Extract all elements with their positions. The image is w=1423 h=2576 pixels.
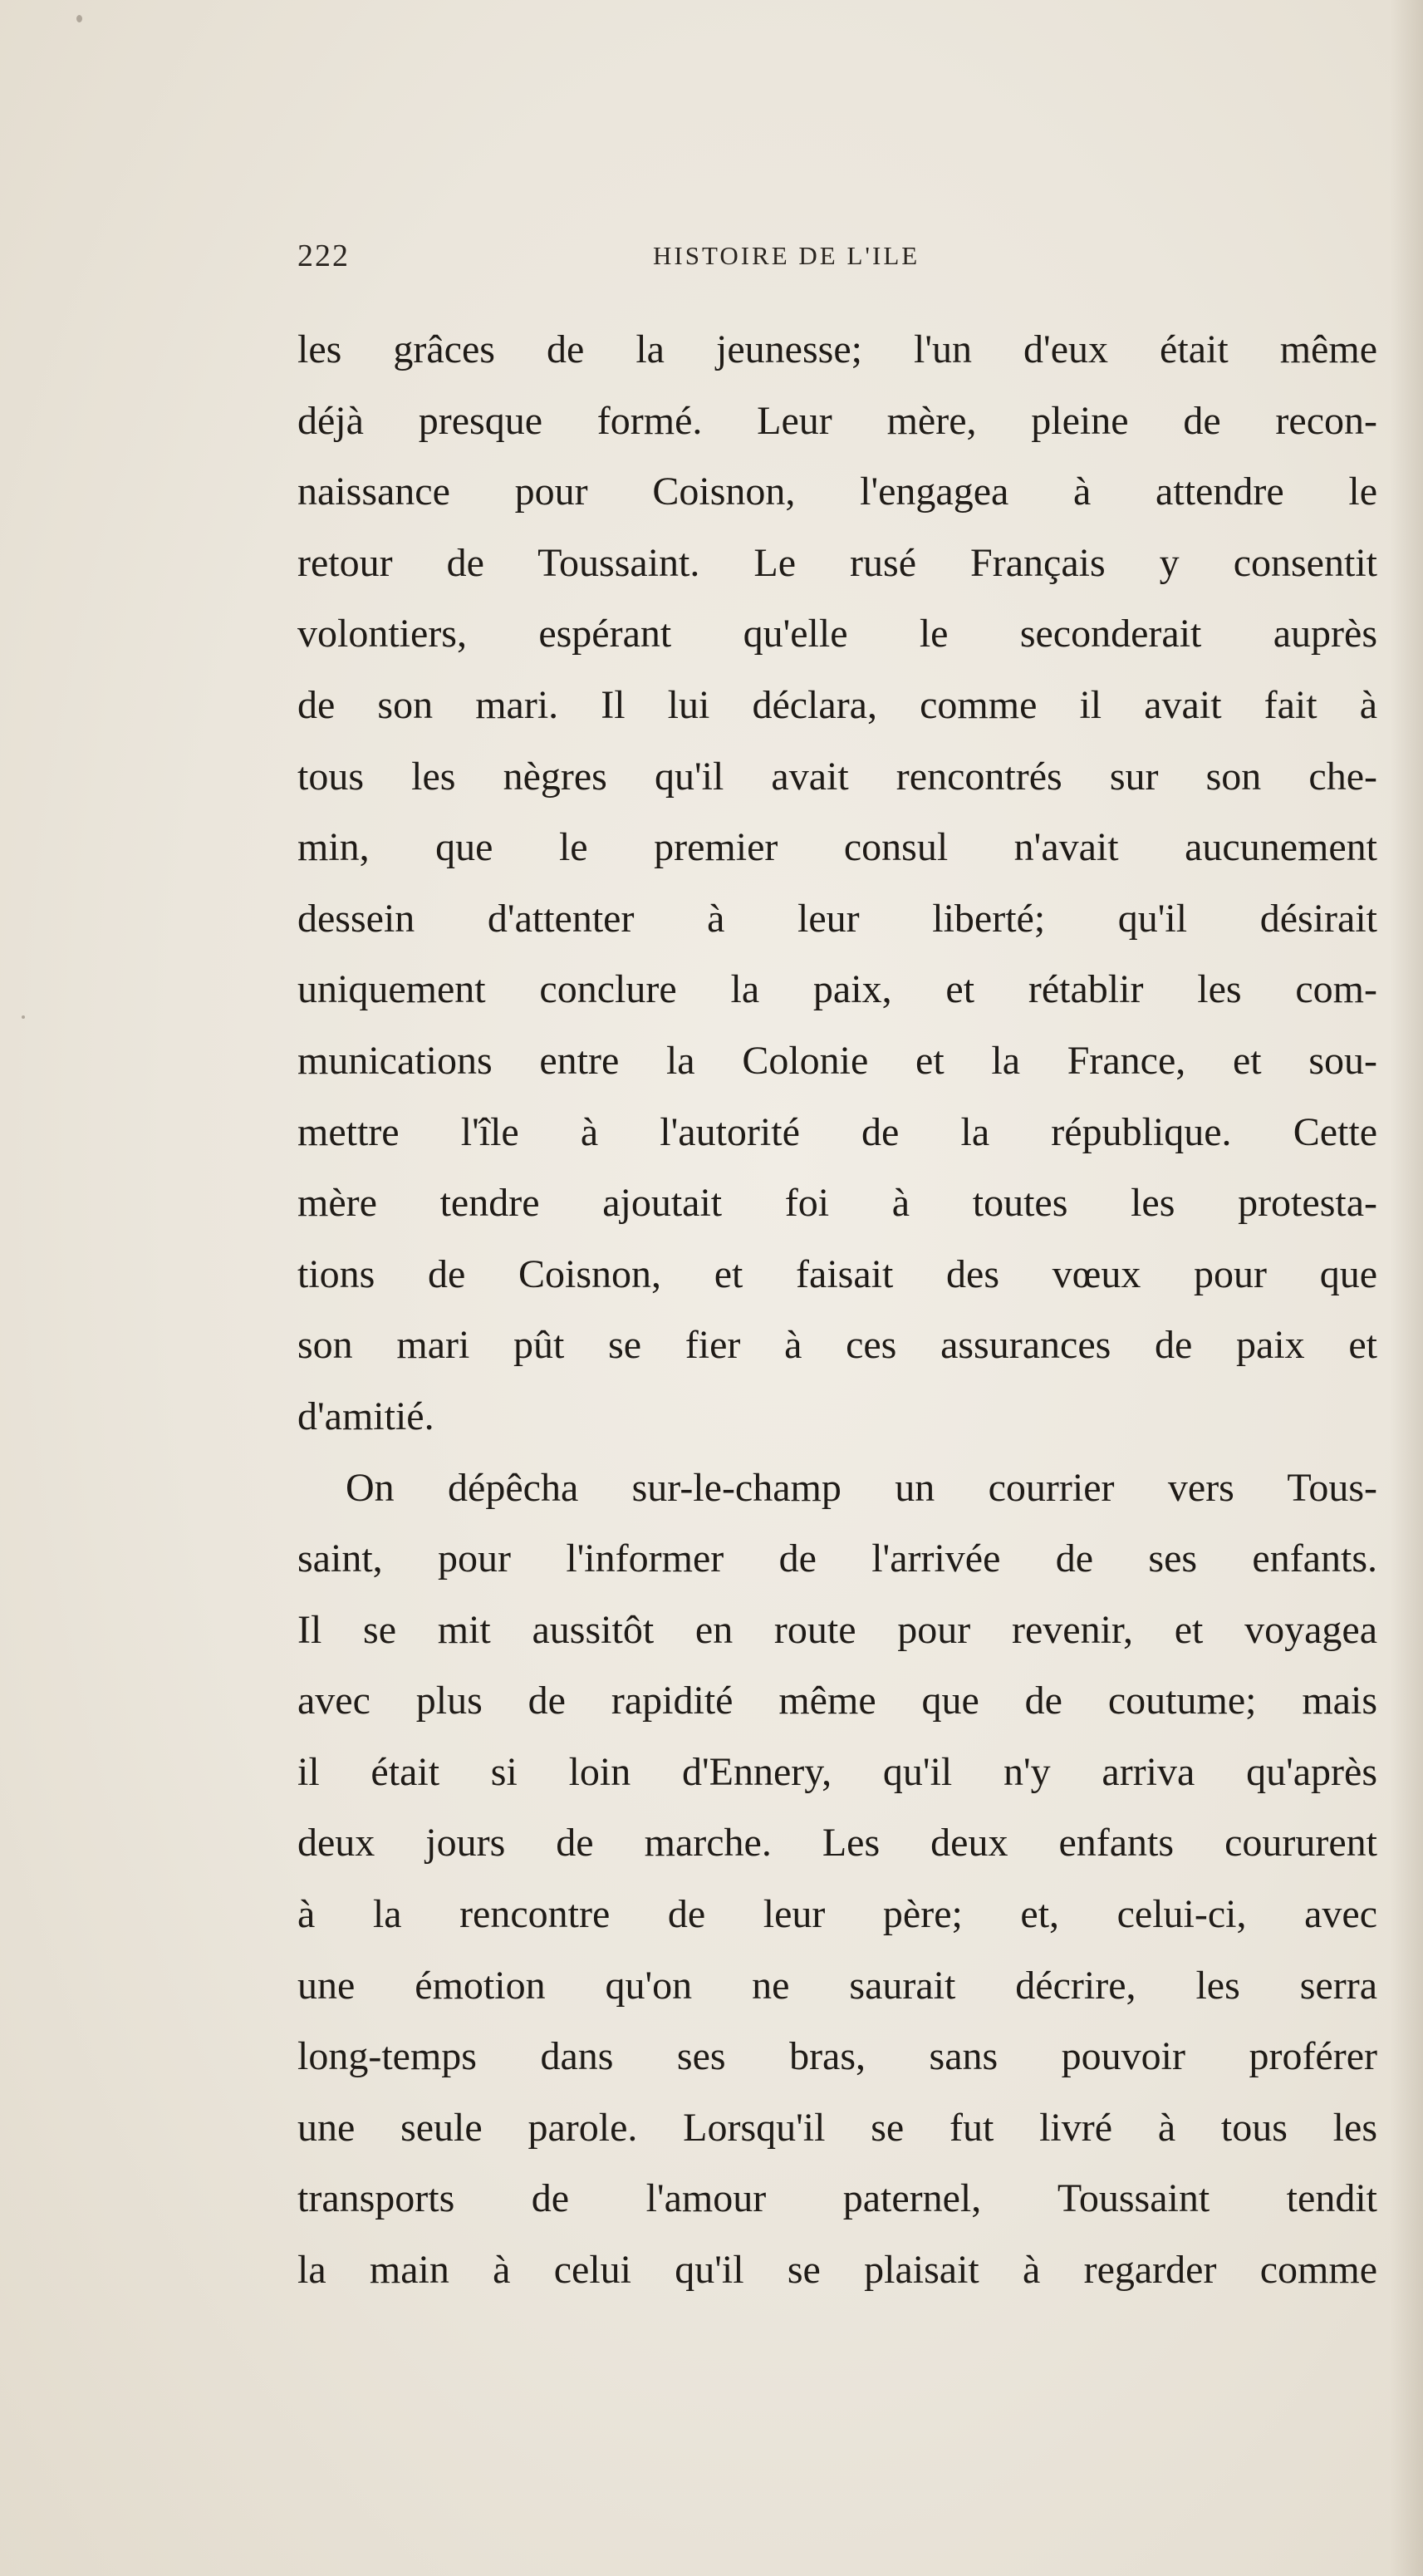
text-line: de son mari. Il lui déclara, comme il avait fait à [297,682,1377,727]
paper-speck [22,1015,25,1019]
text-line: munications entre la Colonie et la France, et sou- [297,1038,1377,1083]
text-line: volontiers, espérant qu'elle le seconderait auprès [297,612,1377,656]
text-line: il était si loin d'Ennery, qu'il n'y arriva qu'après [297,1749,1377,1794]
running-head: HISTOIRE DE L'ILE [653,241,920,270]
text-line: saint, pour l'informer de l'arrivée de ses enfants. [297,1536,1377,1581]
text-line: à la rencontre de leur père; et, celui-ci, avec [297,1892,1377,1937]
text-line: deux jours de marche. Les deux enfants coururent [297,1821,1377,1866]
text-line: dessein d'attenter à leur liberté; qu'il désirait [297,896,1377,941]
text-line: Il se mit aussitôt en route pour revenir, et voyagea [297,1607,1377,1652]
text-line: naissance pour Coisnon, l'engagea à attendre le [297,469,1377,514]
text-line: tions de Coisnon, et faisait des vœux pour que [297,1251,1377,1296]
text-line: les grâces de la jeunesse; l'un d'eux était même [297,327,1377,371]
text-line: avec plus de rapidité même que de coutume; mais [297,1679,1377,1723]
body-text [297,314,1377,2306]
text-line: min, que le premier consul n'avait aucunement [297,825,1377,870]
text-line: mère tendre ajoutait foi à toutes les protesta- [297,1181,1377,1226]
page-edge-shadow [1390,0,1423,2576]
text-line: déjà presque formé. Leur mère, pleine de recon- [297,398,1377,443]
text-line: une émotion qu'on ne saurait décrire, les serra [297,1963,1377,2008]
text-line: transports de l'amour paternel, Toussaint tendit [297,2176,1377,2221]
paper-speck [76,15,82,22]
page-number: 222 [297,238,350,273]
text-line: son mari pût se fier à ces assurances de paix et [297,1323,1377,1368]
text-line: mettre l'île à l'autorité de la république. Cette [297,1109,1377,1154]
text-line: retour de Toussaint. Le rusé Français y consentit [297,540,1377,585]
text-line: la main à celui qu'il se plaisait à regarder comme [297,2248,1377,2293]
text-line: une seule parole. Lorsqu'il se fut livré à tous les [297,2105,1377,2150]
page-header [297,238,1377,279]
text-line: uniquement conclure la paix, et rétablir les com- [297,967,1377,1012]
text-line: tous les nègres qu'il avait rencontrés sur son che- [297,754,1377,799]
text-line: long-temps dans ses bras, sans pouvoir proférer [297,2034,1377,2079]
text-line: d'amitié. [297,1394,434,1438]
text-line: On dépêcha sur-le-champ un courrier vers Tous- [346,1465,1377,1510]
